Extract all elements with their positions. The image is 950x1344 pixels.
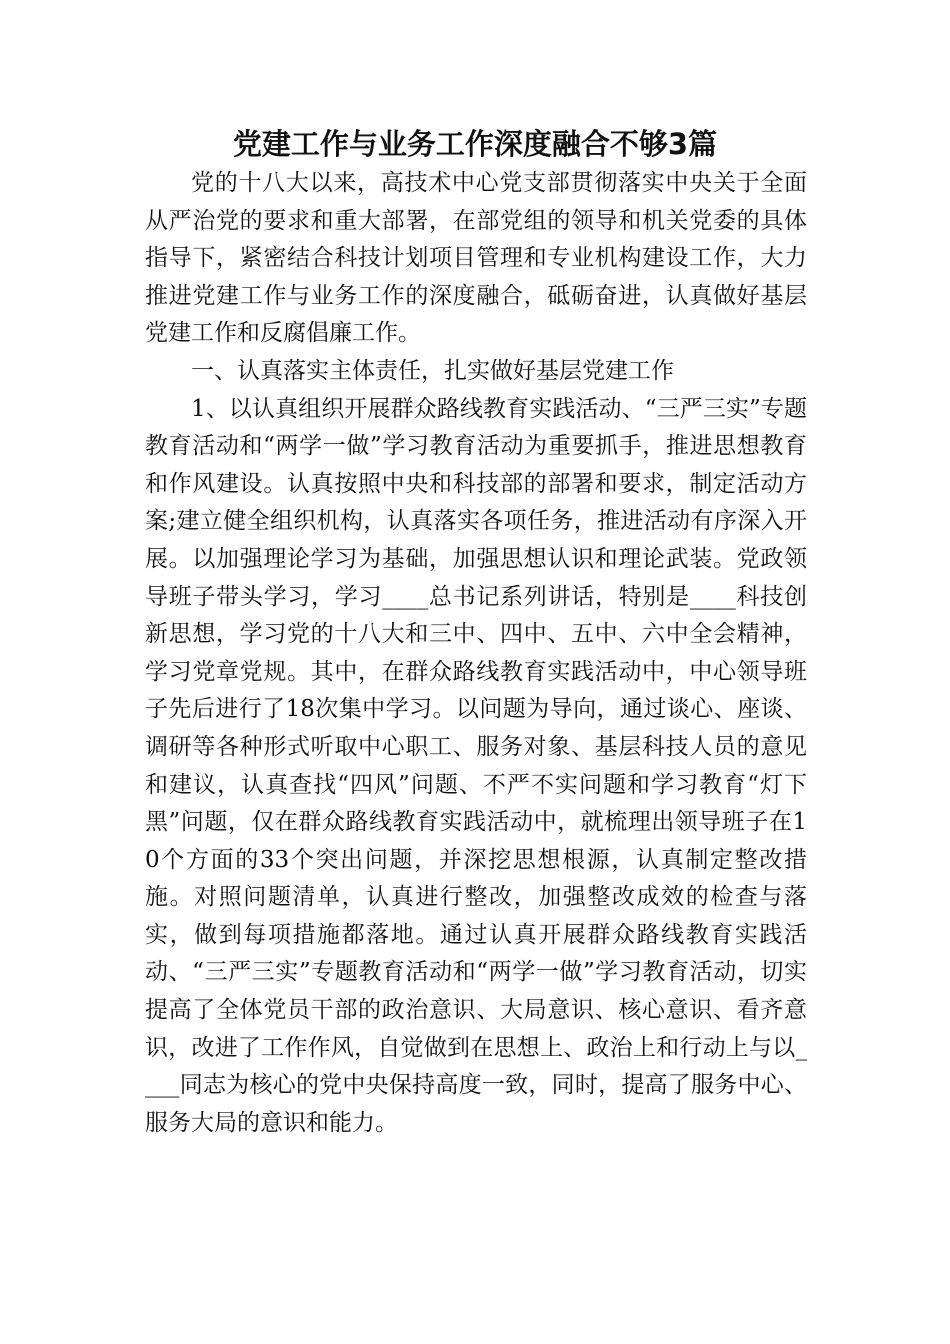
intro-paragraph: 党的十八大以来，高技术中心党支部贯彻落实中央关于全面从严治党的要求和重大部署，在部党组的领导和机关党委的具体指导下，紧密结合科技计划项目管理和专业机构建设工作，大力推进党建工作与业务工作的深度融合，砥砺奋进，认真做好基层党建工作和反腐倡廉工作。 bbox=[145, 170, 807, 347]
body-paragraph: 1、以认真组织开展群众路线教育实践活动、“三严三实”专题教育活动和“两学一做”学习教育活动为重要抓手，推进思想教育和作风建设。认真按照中央和科技部的部署和要求，制定活动方案;建立健全组织机构，认真落实各项任务，推进活动有序深入开展。以加强理论学习为基础，加强思想认识和理论武装。党政领导班子带头学习，学习____总书记系列讲话，特别是____科技创新思想，学习党的十八大和三中、四中、五中、六中全会精神，学习党章党规。其中，在群众路线教育实践活动中，中心领导班子先后进行了18次集中学习。以问题为导向，通过谈心、座谈、调研等各种形式听取中心职工、服务对象、基层科技人员的意见和建议，认真查找“四风”问题、不严不实问题和学习教育“灯下黑”问题，仅在群众路线教育实践活动中，就梳理出领导班子在10个方面的33个突出问题，并深挖思想根源，认真制定整改措施。对照问题清单，认真进行整改，加强整改成效的检查与落实，做到每项措施都落地。通过认真开展群众路线教育实践活动、“三严三实”专题教育活动和“两学一做”学习教育活动，切实提高了全体党员干部的政治意识、大局意识、核心意识、看齐意识，改进了工作作风，自觉做到在思想上、政治上和行动上与以____同志为核心的党中央保持高度一致，同时，提高了服务中心、服务大局的意识和能力。 bbox=[145, 395, 807, 1136]
document-body bbox=[145, 165, 807, 1142]
document-title: 党建工作与业务工作深度融合不够3篇 bbox=[232, 127, 718, 161]
section-heading: 一、认真落实主体责任，扎实做好基层党建工作 bbox=[191, 357, 674, 384]
